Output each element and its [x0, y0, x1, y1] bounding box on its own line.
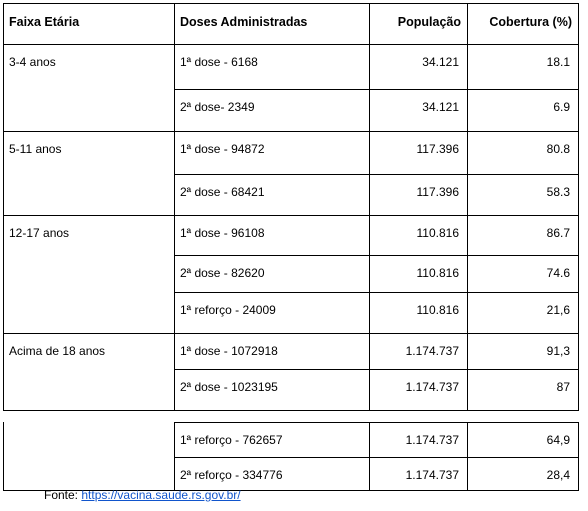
column-border-4: [578, 3, 579, 411]
doses-cell: 1ª reforço - 24009: [180, 303, 276, 317]
coverage-cell: 64,9: [546, 433, 570, 447]
continuation-top-border: [174, 422, 579, 423]
group-separator: [3, 215, 579, 216]
source-footer: [44, 488, 241, 502]
doses-cell: 1ª dose - 1072918: [180, 344, 278, 358]
coverage-cell: 91,3: [546, 344, 570, 358]
coverage-cell: 18.1: [546, 55, 570, 69]
row-separator: [174, 174, 579, 175]
continuation-column-border-1: [174, 422, 175, 491]
coverage-cell: 87: [556, 380, 570, 394]
column-border-2: [369, 3, 370, 411]
continuation-column-border-4: [578, 422, 579, 491]
doses-cell: 1ª dose - 94872: [180, 142, 265, 156]
header-doses: Doses Administradas: [180, 15, 308, 29]
age-group-label: 12-17 anos: [9, 226, 70, 240]
population-cell: 1.174.737: [405, 433, 459, 447]
population-cell: 110.816: [416, 303, 459, 317]
population-cell: 1.174.737: [405, 380, 459, 394]
age-group-label: 3-4 anos: [9, 55, 56, 69]
population-cell: 117.396: [416, 185, 459, 199]
coverage-cell: 6.9: [553, 100, 570, 114]
doses-cell: 2ª reforço - 334776: [180, 468, 283, 482]
doses-cell: 2ª dose- 2349: [180, 100, 255, 114]
coverage-cell: 80.8: [546, 142, 570, 156]
doses-cell: 1ª reforço - 762657: [180, 433, 283, 447]
population-cell: 1.174.737: [405, 344, 459, 358]
coverage-cell: 58.3: [546, 185, 570, 199]
header-coverage: Cobertura (%): [489, 15, 572, 29]
age-group-label: Acima de 18 anos: [9, 344, 106, 358]
row-separator: [174, 369, 579, 370]
continuation-row-separator: [174, 457, 579, 458]
doses-cell: 2ª dose - 68421: [180, 185, 265, 199]
population-cell: 34.121: [422, 55, 459, 69]
header-population: População: [397, 15, 461, 29]
coverage-cell: 74.6: [546, 266, 570, 280]
coverage-cell: 21,6: [546, 303, 570, 317]
coverage-cell: 28,4: [546, 468, 570, 482]
column-border-1: [174, 3, 175, 411]
doses-cell: 2ª dose - 82620: [180, 266, 265, 280]
coverage-cell: 86.7: [546, 226, 570, 240]
age-group-label: 5-11 anos: [9, 142, 62, 156]
continuation-column-border-0: [3, 422, 4, 491]
doses-cell: 2ª dose - 1023195: [180, 380, 278, 394]
column-border-3: [467, 3, 468, 411]
row-separator: [174, 89, 579, 90]
source-link[interactable]: https://vacina.saude.rs.gov.br/: [81, 488, 241, 502]
population-cell: 110.816: [416, 266, 459, 280]
population-cell: 117.396: [416, 142, 459, 156]
column-border-0: [3, 3, 4, 411]
doses-cell: 1ª dose - 96108: [180, 226, 265, 240]
header-bottom-border: [3, 44, 579, 45]
population-cell: 110.816: [416, 226, 459, 240]
group-separator: [3, 131, 579, 132]
doses-cell: 1ª dose - 6168: [180, 55, 258, 69]
row-separator: [174, 292, 579, 293]
continuation-column-border-2: [369, 422, 370, 491]
header-age-group: Faixa Etária: [9, 15, 80, 29]
row-separator: [174, 255, 579, 256]
table-top-border: [3, 3, 579, 4]
population-cell: 1.174.737: [405, 468, 459, 482]
group-separator: [3, 333, 579, 334]
source-label: Fonte:: [44, 488, 79, 502]
group-separator: [3, 410, 579, 411]
population-cell: 34.121: [422, 100, 459, 114]
continuation-column-border-3: [467, 422, 468, 491]
